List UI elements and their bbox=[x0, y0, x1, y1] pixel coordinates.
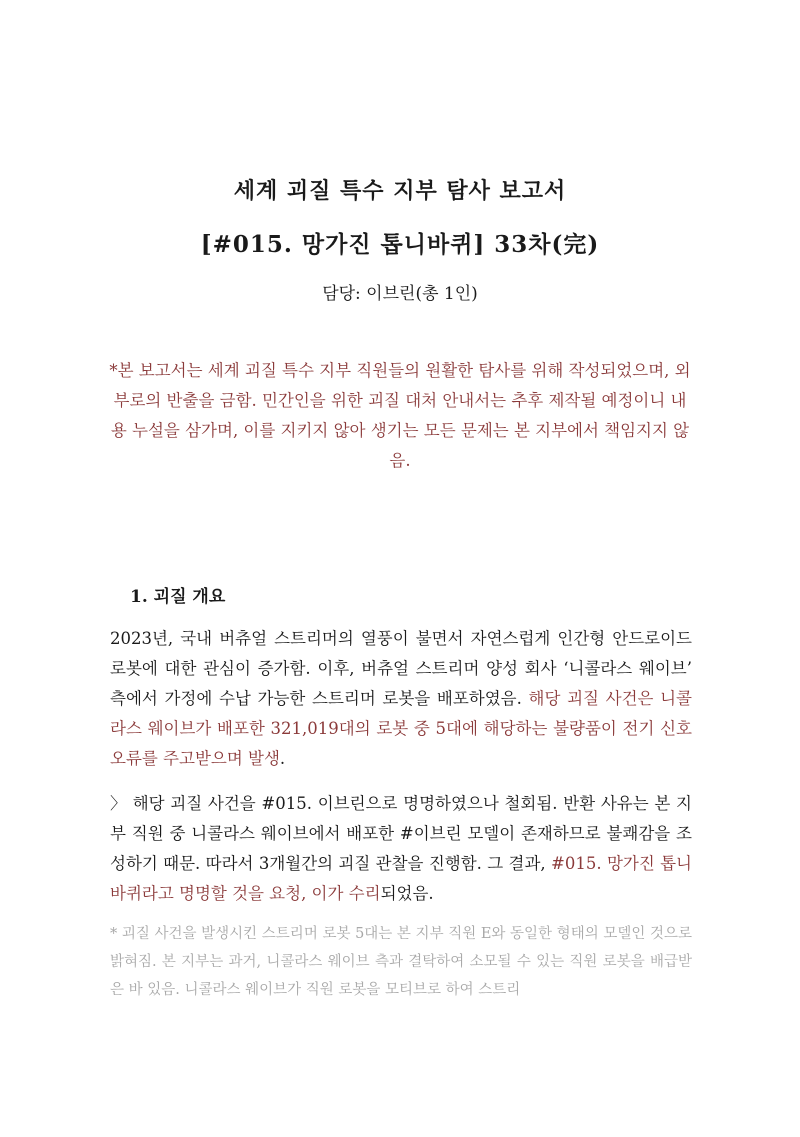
confidential-notice: *본 보고서는 세계 괴질 특수 지부 직원들의 원활한 탐사를 위해 작성되었으며, 외부로의 반출을 금함. 민간인을 위한 괴질 대처 안내서는 추후 제작될 예정이니 내용 누설을 삼가며, 이를 지키지 않아 생기는 모든 문제는 본 지부에서 책임지지 않음. bbox=[109, 361, 691, 470]
section-heading: 1. 괴질 개요 bbox=[130, 587, 226, 607]
overview-highlight: 해당 괴질 사건은 니콜라스 웨이브가 배포한 321,019대의 로봇 중 5대에 해당하는 불량품이 전기 신호 오류를 주고받으며 발생 bbox=[110, 689, 692, 768]
naming-end: 되었음. bbox=[380, 884, 434, 903]
naming-paragraph bbox=[110, 789, 692, 909]
naming-text: 〉 해당 괴질 사건을 #015. 이브린으로 명명하였으나 철회됨. 반환 사유는 본 지부 직원 중 니콜라스 웨이브에서 배포한 #이브린 모델이 존재하므로 불쾌감을 조성하기 때문. 따라서 3개월간의 괴질 관찰을 진행함. 그 결과, bbox=[110, 794, 692, 873]
report-title: 세계 괴질 특수 지부 탐사 보고서 bbox=[233, 178, 567, 204]
overview-paragraph bbox=[110, 624, 692, 774]
naming-highlight: #015. 망가진 톱니바퀴라고 명명할 것을 요청, 이가 수리 bbox=[110, 854, 692, 903]
report-subtitle: [#015. 망가진 톱니바퀴] 33차(完) bbox=[200, 231, 600, 258]
overview-text: 2023년, 국내 버츄얼 스트리머의 열풍이 불면서 자연스럽게 인간형 안드로이드 로봇에 대한 관심이 증가함. 이후, 버츄얼 스트리머 양성 회사 ‘니콜라스 웨이브’ 측에서 가정에 수납 가능한 스트리머 로봇을 배포하였음. bbox=[110, 629, 692, 708]
report-author: 담당: 이브린(총 1인) bbox=[322, 284, 478, 304]
overview-end: . bbox=[279, 749, 286, 768]
footnote: * 괴질 사건을 발생시킨 스트리머 로봇 5대는 본 지부 직원 E와 동일한 형태의 모델인 것으로 밝혀짐. 본 지부는 과거, 니콜라스 웨이브 측과 결탁하여 소모될 수 있는 직원 로봇을 배급받은 바 있음. 니콜라스 웨이브가 직원 로봇을 모티브로 하여 스트리 bbox=[110, 926, 692, 998]
